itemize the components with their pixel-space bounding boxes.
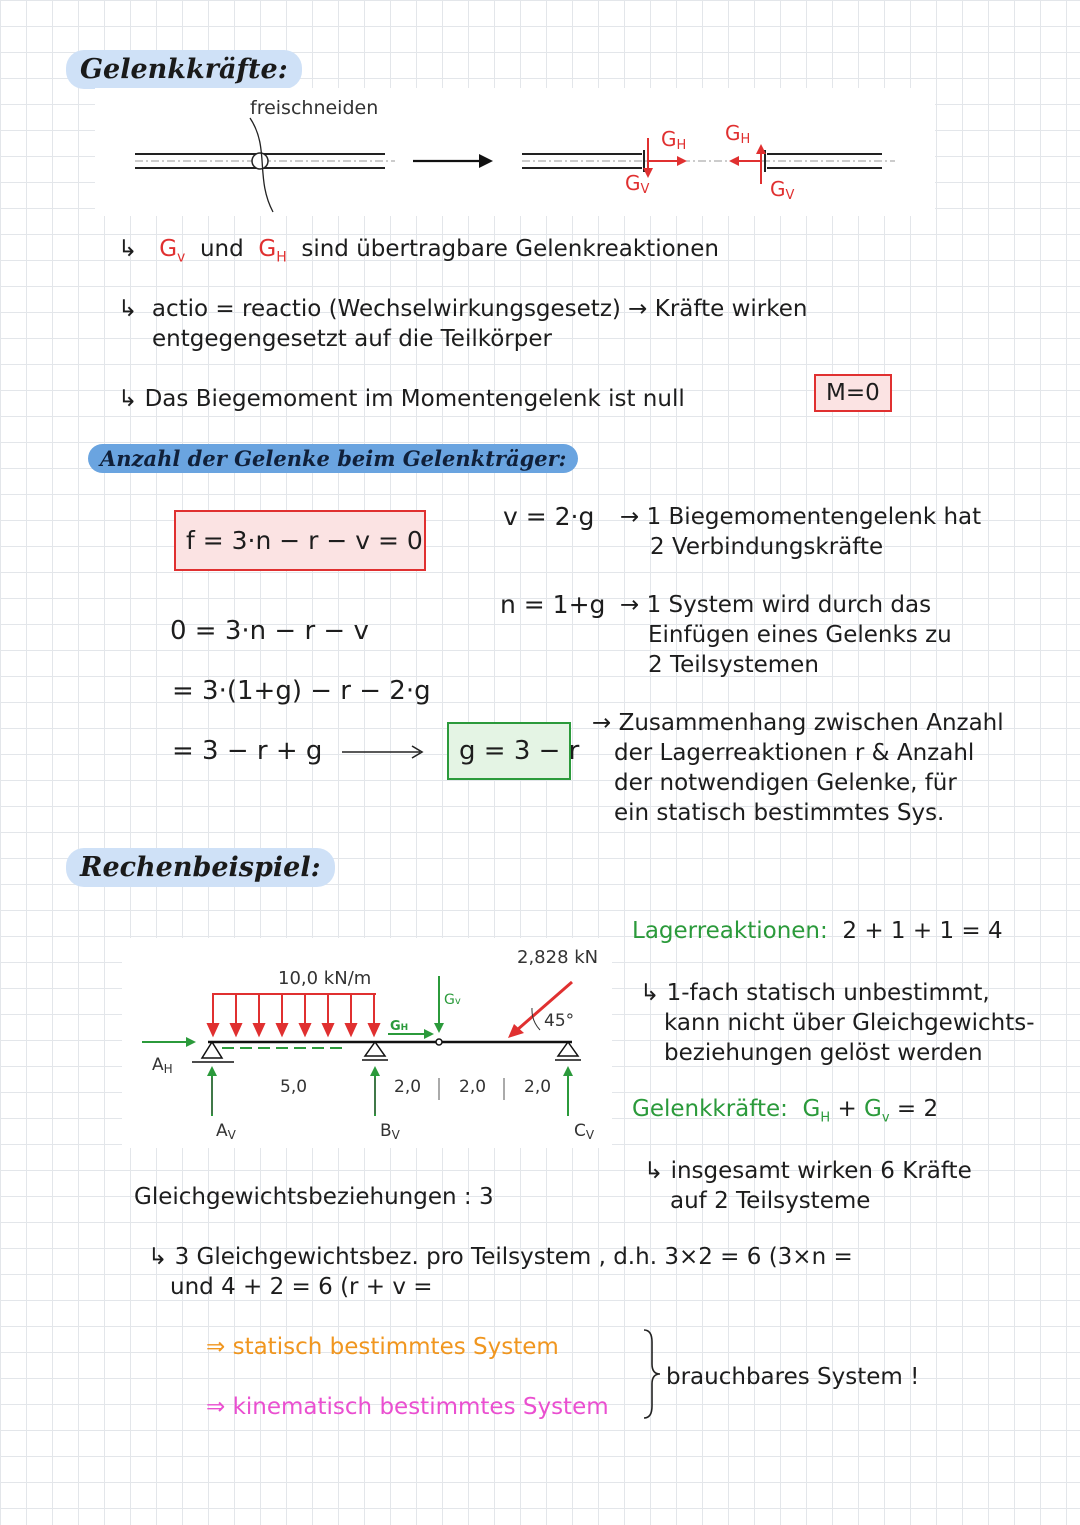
gelenktraeger-diagram (122, 938, 612, 1148)
gelenk-note-line2: auf 2 Teilsysteme (670, 1188, 871, 1214)
section-title-gelenkkraefte: Gelenkkräfte: (66, 50, 302, 89)
svg-text:GV: GV (770, 177, 795, 203)
span-label-1: 5,0 (280, 1077, 308, 1097)
gh-diagram-label: G (390, 1019, 401, 1034)
right-arrow-icon (479, 154, 493, 168)
ah-label: A (152, 1055, 164, 1075)
distributed-load-label: 10,0 kN/m (278, 968, 372, 989)
angle-label: 45° (544, 1011, 575, 1031)
bv-label: B (380, 1121, 392, 1141)
svg-text:AV: AV (216, 1121, 236, 1142)
gleichgewicht-explain-line2: und 4 + 2 = 6 (r + v = (170, 1274, 433, 1300)
lager-note-line1: ↳ 1-fach statisch unbestimmt, (640, 980, 990, 1006)
gh-label-right: G (725, 121, 741, 145)
svg-text:CV: CV (574, 1121, 595, 1142)
summary-line1: → Zusammenhang zwischen Anzahl (592, 710, 1004, 736)
support-a (202, 1042, 222, 1058)
summary-line4: ein statisch bestimmtes Sys. (614, 800, 945, 826)
span-label-4: 2,0 (524, 1077, 552, 1097)
freiheitsgrad-formula-box: f = 3·n − r − v = 0 (174, 510, 426, 571)
derivation-step1: 0 = 3·n − r − v (170, 616, 369, 646)
n-note-line1: → 1 System wird durch das (620, 592, 932, 618)
derivation-step2: = 3·(1+g) − r − 2·g (172, 676, 431, 706)
lager-note-line3: beziehungen gelöst werden (664, 1040, 983, 1066)
section-title-rechenbeispiel: Rechenbeispiel: (66, 848, 335, 887)
cv-label: C (574, 1121, 586, 1141)
bullet-biegemoment: ↳ Das Biegemoment im Momentengelenk ist null (118, 386, 685, 412)
gelenk-result-box: g = 3 − r (447, 722, 571, 780)
free-body-diagram (95, 88, 935, 216)
bullet-actio-reactio-cont: entgegengesetzt auf die Teilkörper (152, 326, 552, 352)
result-statisch: ⇒ statisch bestimmtes System (206, 1334, 559, 1360)
v-equation: v = 2·g (503, 502, 595, 531)
span-label-2: 2,0 (394, 1077, 422, 1097)
n-equation: n = 1+g (500, 590, 606, 619)
gv-label-left: G (625, 171, 641, 195)
svg-text:AH: AH (152, 1055, 173, 1076)
svg-text:GH: GH (725, 121, 751, 147)
point-force-label: 2,828 kN (517, 947, 599, 968)
gv-label-right: G (770, 177, 786, 201)
gelenk-note-line1: ↳ insgesamt wirken 6 Kräfte (644, 1158, 972, 1184)
svg-text:GH: GH (661, 127, 687, 153)
result-kinematisch: ⇒ kinematisch bestimmtes System (206, 1394, 609, 1420)
support-c (558, 1042, 578, 1056)
bullet-gelenkreaktionen: ↳ $G_v$ und $G_H$ sind übertragbare Gelenkreaktionen (118, 236, 719, 266)
distributed-load-arrows (208, 994, 379, 1035)
cut-label: freischneiden (250, 97, 379, 119)
n-note-line2: Einfügen eines Gelenks zu (648, 622, 952, 648)
svg-text:GH: GH (390, 1019, 409, 1034)
support-b (365, 1042, 385, 1056)
gleichgewicht-explain-line1: ↳ 3 Gleichgewichtsbez. pro Teilsystem , d.h. 3×2 = 6 (3×n = (148, 1244, 853, 1270)
section-title-anzahl-gelenke: Anzahl der Gelenke beim Gelenkträger: (88, 444, 578, 473)
v-note-line1: → 1 Biegemomentengelenk hat (620, 504, 982, 530)
curly-brace-icon (640, 1328, 662, 1420)
result-brauchbar: brauchbares System ! (666, 1364, 920, 1390)
gleichgewicht-line: Gleichgewichtsbeziehungen : 3 (134, 1184, 494, 1210)
n-note-line3: 2 Teilsystemen (648, 652, 819, 678)
svg-text:BV: BV (380, 1121, 400, 1142)
gh-label-left: G (661, 127, 677, 151)
derivation-step3: = 3 − r + g (172, 736, 323, 766)
gv-symbol: G (159, 236, 178, 262)
lager-note-line2: kann nicht über Gleichgewichts- (664, 1010, 1035, 1036)
hinge (436, 1039, 442, 1045)
gelenk-line: Gelenkkräfte: $G_H + G_v = 2$ (632, 1096, 939, 1126)
gv-diagram-label: G (444, 992, 455, 1008)
svg-text:GV: GV (625, 171, 650, 197)
hinge-circle (252, 153, 268, 169)
gh-symbol: G (258, 236, 277, 262)
svg-text:Gv: Gv (444, 992, 461, 1008)
bullet-actio-reactio: ↳ actio = reactio (Wechselwirkungsgesetz) → Kräfte wirken (118, 296, 808, 322)
lager-line: Lagerreaktionen: 2 + 1 + 1 = 4 (632, 918, 1003, 944)
av-label: A (216, 1121, 228, 1141)
summary-line3: der notwendigen Gelenke, für (614, 770, 957, 796)
moment-zero-box: M=0 (814, 374, 892, 412)
summary-line2: der Lagerreaktionen r & Anzahl (614, 740, 975, 766)
span-label-3: 2,0 (459, 1077, 487, 1097)
long-arrow-icon (340, 742, 430, 762)
v-note-line2: 2 Verbindungskräfte (650, 534, 884, 560)
